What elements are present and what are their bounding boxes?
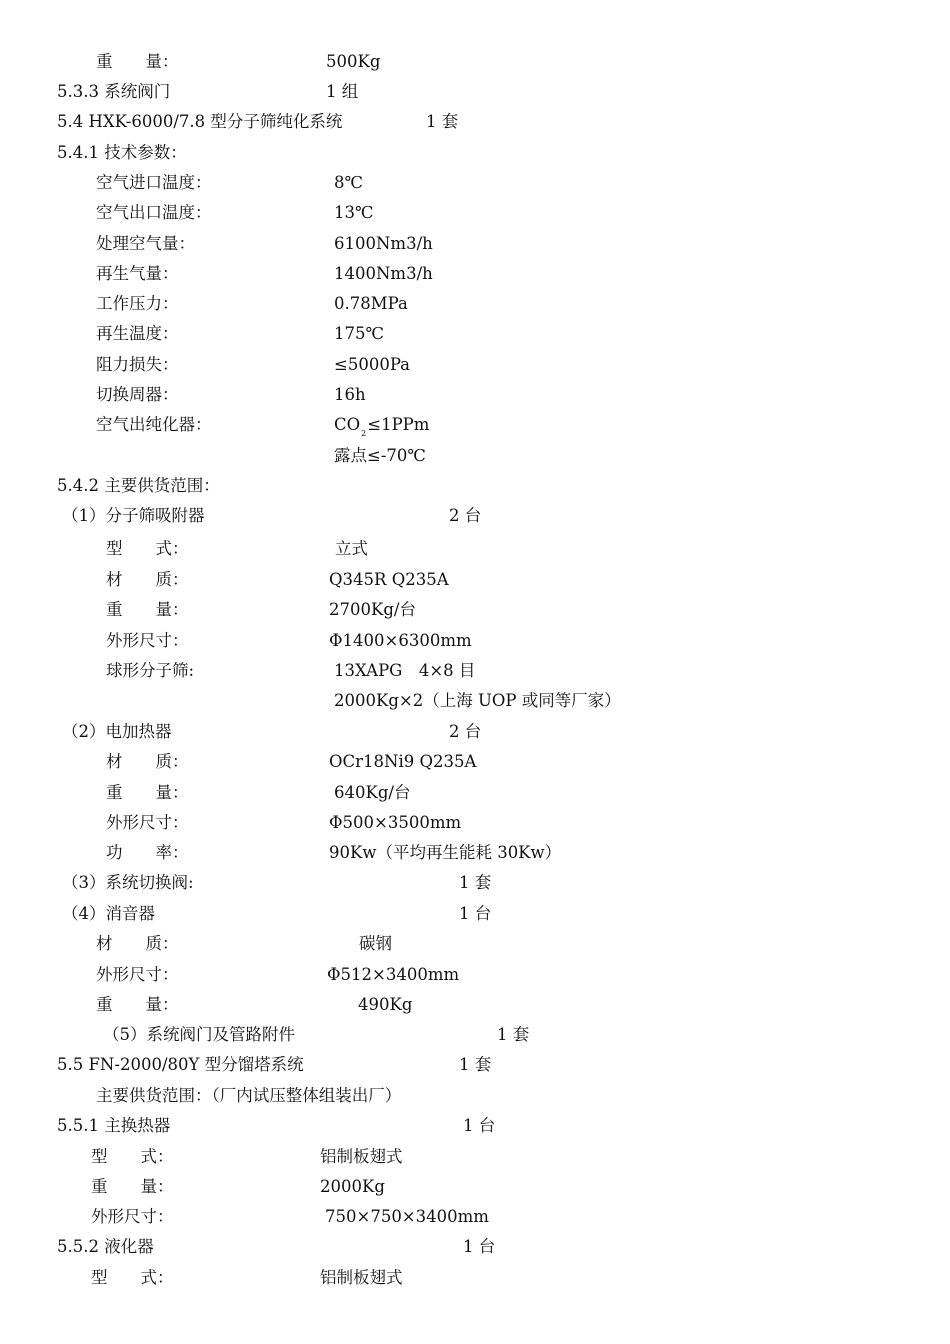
doc-value: 750×750×3400mm	[325, 1207, 489, 1226]
doc-label: 外形尺寸：	[106, 813, 189, 832]
doc-label: 处理空气量：	[96, 234, 195, 253]
doc-label: 重 量：	[96, 995, 179, 1014]
doc-label: 型 式：	[91, 1147, 174, 1166]
value-part: ≤1PPm	[367, 415, 430, 434]
doc-value: Φ1400×6300mm	[329, 631, 472, 650]
doc-label: 重 量：	[91, 1177, 174, 1196]
doc-label: 切换周器：	[96, 385, 179, 404]
doc-quantity: 1 台	[463, 1237, 496, 1256]
doc-value: 1400Nm3/h	[334, 264, 433, 283]
doc-label: 材 质：	[96, 934, 179, 953]
doc-value: 2000Kg	[320, 1177, 385, 1196]
section-heading: 5.4 HXK-6000/7.8 型分子筛纯化系统	[57, 112, 343, 131]
doc-value: 640Kg/台	[334, 783, 411, 802]
doc-quantity: 2 台	[449, 506, 482, 525]
doc-value: 碳钢	[359, 934, 392, 953]
doc-value: 8℃	[334, 173, 363, 192]
doc-value: 13℃	[334, 203, 374, 222]
doc-label: 空气出口温度：	[96, 203, 212, 222]
doc-label: 重 量：	[96, 52, 179, 71]
doc-label: 材 质：	[106, 752, 189, 771]
doc-value: Φ512×3400mm	[327, 965, 460, 984]
doc-label: 型 式：	[106, 539, 189, 558]
doc-quantity: 1 套	[459, 873, 492, 892]
doc-label: 工作压力：	[96, 294, 179, 313]
doc-label: 阻力损失：	[96, 355, 179, 374]
doc-quantity: 1 套	[459, 1055, 492, 1074]
doc-quantity: 1 套	[426, 112, 459, 131]
doc-value	[334, 414, 429, 439]
doc-value: 6100Nm3/h	[334, 234, 433, 253]
doc-value: OCr18Ni9 Q235A	[329, 752, 477, 771]
doc-value: 500Kg	[326, 52, 381, 71]
doc-value: 175℃	[334, 324, 384, 343]
doc-value: ≤5000Pa	[334, 355, 411, 374]
section-heading: 5.5.1 主换热器	[57, 1116, 171, 1135]
item-heading: （1）分子筛吸附器	[62, 506, 205, 525]
doc-value: 立式	[335, 539, 368, 558]
doc-value: 露点≤-70℃	[334, 446, 426, 465]
doc-label: 再生气量：	[96, 264, 179, 283]
doc-value: 2000Kg×2（上海 UOP 或同等厂家）	[334, 691, 621, 710]
section-heading: 5.5 FN-2000/80Y 型分馏塔系统	[57, 1055, 304, 1074]
doc-label: 空气进口温度：	[96, 173, 212, 192]
doc-value: 铝制板翅式	[320, 1268, 403, 1287]
doc-label: 重 量：	[106, 783, 189, 802]
doc-quantity: 1 台	[463, 1116, 496, 1135]
item-heading: （3）系统切换阀:	[62, 873, 194, 892]
doc-label: 外形尺寸：	[91, 1207, 174, 1226]
section-heading: 5.5.2 液化器	[57, 1237, 154, 1256]
doc-value: Q345R Q235A	[329, 570, 449, 589]
doc-note: 主要供货范围：（厂内试压整体组装出厂）	[96, 1086, 402, 1105]
item-heading: （5）系统阀门及管路附件	[103, 1025, 295, 1044]
section-heading: 5.4.1 技术参数：	[57, 143, 187, 162]
doc-value: 90Kw（平均再生能耗 30Kw）	[329, 843, 562, 862]
doc-value: 490Kg	[358, 995, 413, 1014]
doc-label: 外形尺寸：	[96, 965, 179, 984]
doc-value: 2700Kg/台	[329, 600, 416, 619]
subscript: 2	[361, 429, 367, 438]
doc-quantity: 1 套	[497, 1025, 530, 1044]
doc-quantity: 1 台	[459, 904, 492, 923]
doc-label: 重 量：	[106, 600, 189, 619]
doc-label: 型 式：	[91, 1268, 174, 1287]
doc-quantity: 2 台	[449, 722, 482, 741]
doc-label: 外形尺寸：	[106, 631, 189, 650]
doc-label: 材 质：	[106, 570, 189, 589]
item-heading: （4）消音器	[62, 904, 155, 923]
doc-label: 再生温度：	[96, 324, 179, 343]
section-heading: 5.3.3 系统阀门	[57, 82, 171, 101]
doc-value: Φ500×3500mm	[329, 813, 462, 832]
doc-quantity: 1 组	[326, 82, 359, 101]
doc-label: 功 率：	[106, 843, 189, 862]
doc-value: 0.78MPa	[334, 294, 408, 313]
value-part: CO	[334, 415, 361, 434]
item-heading: （2）电加热器	[62, 722, 172, 741]
doc-value: 铝制板翅式	[320, 1147, 403, 1166]
doc-value: 16h	[334, 385, 366, 404]
doc-label: 球形分子筛:	[106, 661, 195, 680]
doc-label: 空气出纯化器：	[96, 415, 212, 434]
section-heading: 5.4.2 主要供货范围：	[57, 476, 220, 495]
doc-value: 13XAPG 4×8 目	[334, 661, 476, 680]
